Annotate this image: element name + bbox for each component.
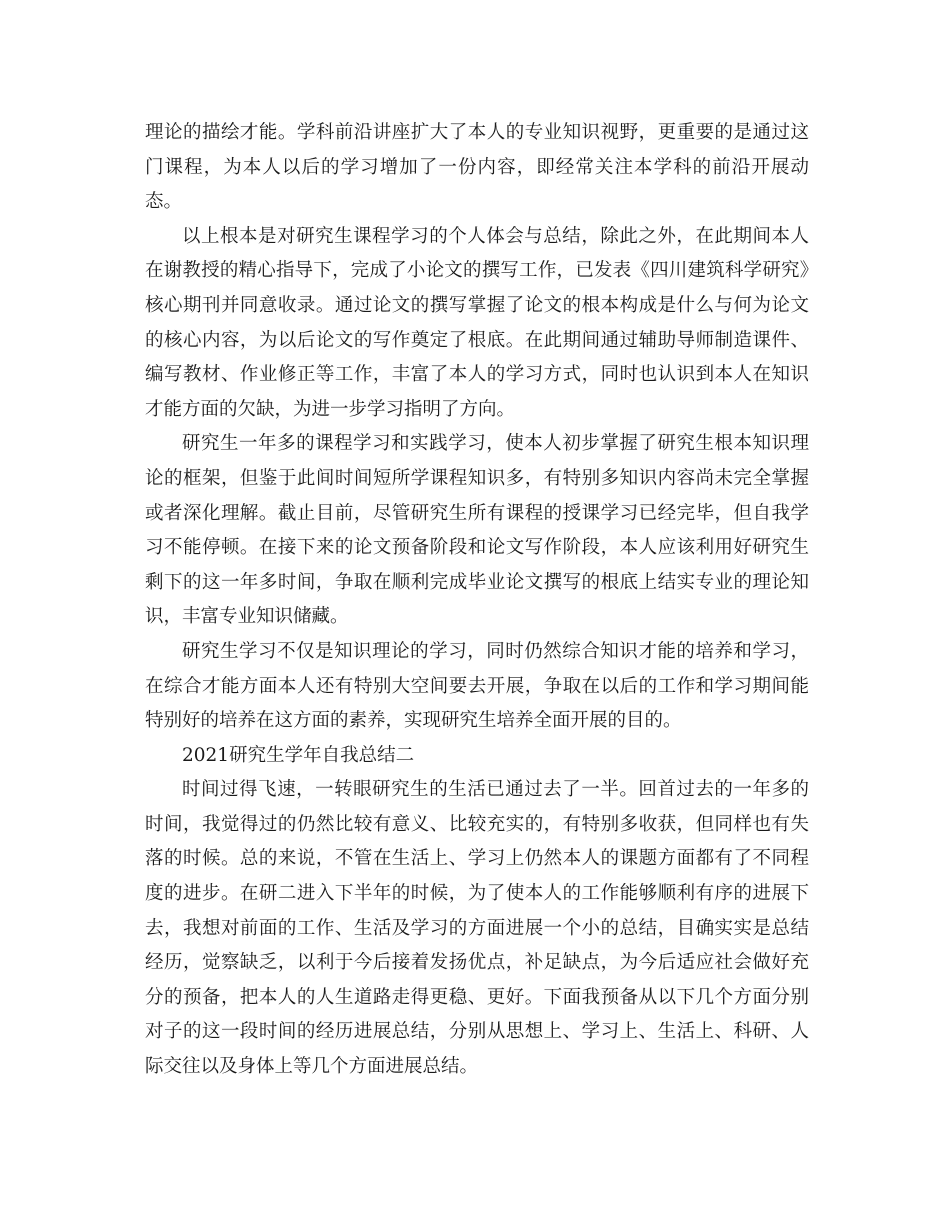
paragraph: 时间过得飞速，一转眼研究生的生活已通过去了一半。回首过去的一年多的时间，我觉得过的仍然比较有意义、比较充实的，有特别多收获，但同样也有失落的时候。总的来说，不管在生活上、学习上仍然本人的课题方面都有了不同程度的进步。在研二进入下半年的时候，为了使本人的工作能够顺利有序的进展下去，我想对前面的工作、生活及学习的方面进展一个小的总结，目确实实是总结经历，觉察缺乏，以利于今后接着发扬优点，补足缺点，为今后适应社会做好充分的预备，把本人的人生道路走得更稳、更好。下面我预备从以下几个方面分别对子的这一段时间的经历进展总结，分别从思想上、学习上、生活上、科研、人际交往以及身体上等几个方面进展总结。	[145, 779, 809, 1078]
document-body	[145, 116, 809, 1085]
paragraph: 研究生学习不仅是知识理论的学习，同时仍然综合知识才能的培养和学习，在综合才能方面本人还有特别大空间要去开展，争取在以后的工作和学习期间能特别好的培养在这方面的素养，实现研究生培养全面开展的目的。	[145, 640, 809, 732]
paragraph: 以上根本是对研究生课程学习的个人体会与总结，除此之外，在此期间本人在谢教授的精心指导下，完成了小论文的撰写工作，已发表《四川建筑科学研究》核心期刊并同意收录。通过论文的撰写掌握了论文的根本构成是什么与何为论文的核心内容，为以后论文的写作奠定了根底。在此期间通过辅助导师制造课件、编写教材、作业修正等工作，丰富了本人的学习方式，同时也认识到本人在知识才能方面的欠缺，为进一步学习指明了方向。	[145, 225, 809, 420]
paragraph-continuation: 理论的描绘才能。学科前沿讲座扩大了本人的专业知识视野，更重要的是通过这门课程，为本人以后的学习增加了一份内容，即经常关注本学科的前沿开展动态。	[145, 122, 809, 213]
section-heading: 2021研究生学年自我总结二	[182, 744, 415, 766]
paragraph: 研究生一年多的课程学习和实践学习，使本人初步掌握了研究生根本知识理论的框架，但鉴于此间时间短所学课程知识多，有特别多知识内容尚未完全掌握或者深化理解。截止目前，尽管研究生所有课程的授课学习已经完毕，但自我学习不能停顿。在接下来的论文预备阶段和论文写作阶段，本人应该利用好研究生剩下的这一年多时间，争取在顺利完成毕业论文撰写的根底上结实专业的理论知识，丰富专业知识储藏。	[145, 433, 809, 628]
